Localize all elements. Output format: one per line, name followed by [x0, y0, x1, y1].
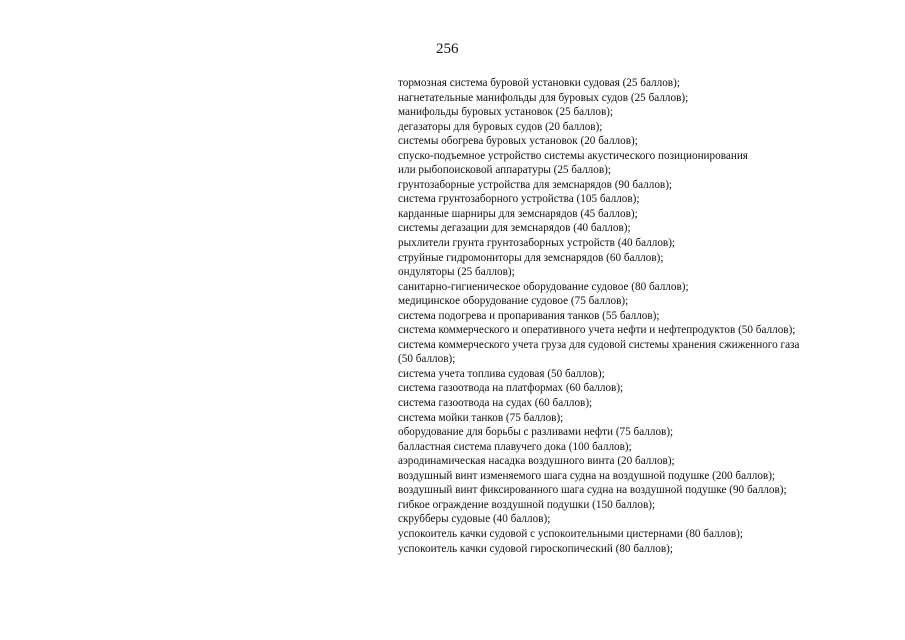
text-line: успокоитель качки судовой с успокоительными цистернами (80 баллов);: [398, 527, 743, 540]
text-line: система коммерческого учета груза для судовой системы хранения сжиженного газа: [398, 338, 800, 351]
text-line: система газоотвода на судах (60 баллов);: [398, 397, 593, 410]
text-line: медицинское оборудование судовое (75 баллов);: [398, 295, 629, 308]
text-line: санитарно-гигиеническое оборудование судовое (80 баллов);: [398, 280, 689, 293]
text-line: оборудование для борьбы с разливами нефти (75 баллов);: [398, 426, 674, 439]
text-line: система мойки танков (75 баллов);: [398, 411, 564, 424]
text-line: система учета топлива судовая (50 баллов);: [398, 367, 605, 380]
text-line: воздушный винт фиксированного шага судна на воздушной подушке (90 баллов);: [398, 484, 787, 497]
text-line: система коммерческого и оперативного учета нефти и нефтепродуктов (50 баллов);: [398, 324, 796, 337]
text-line: аэродинамическая насадка воздушного винта (20 баллов);: [398, 455, 675, 468]
text-line: системы дегазации для земснарядов (40 баллов);: [398, 222, 631, 235]
text-line: тормозная система буровой установки судовая (25 баллов);: [398, 77, 680, 89]
page-number: 256: [436, 41, 459, 57]
text-line: система подогрева и пропаривания танков (55 баллов);: [398, 309, 660, 322]
text-line: система грунтозаборного устройства (105 баллов);: [398, 193, 640, 206]
text-line: или рыбопоисковой аппаратуры (25 баллов);: [398, 164, 611, 177]
text-line: рыхлители грунта грунтозаборных устройств (40 баллов);: [398, 237, 676, 250]
text-line: гибкое ограждение воздушной подушки (150 баллов);: [398, 498, 656, 511]
text-line: манифольды буровых установок (25 баллов);: [398, 106, 614, 119]
text-line: система газоотвода на платформах (60 баллов);: [398, 382, 624, 395]
text-line: грунтозаборные устройства для земснарядов (90 баллов);: [398, 178, 673, 191]
text-line: (50 баллов);: [398, 353, 456, 366]
text-line: воздушный винт изменяемого шага судна на воздушной подушке (200 баллов);: [398, 469, 776, 482]
text-line: карданные шарниры для земснарядов (45 баллов);: [398, 207, 638, 220]
text-line: ондуляторы (25 баллов);: [398, 266, 515, 279]
text-line: системы обогрева буровых установок (20 баллов);: [398, 135, 638, 148]
document-body: [398, 76, 898, 556]
text-line: нагнетательные манифольды для буровых судов (25 баллов);: [398, 91, 689, 104]
text-line: скрубберы судовые (40 баллов);: [398, 513, 551, 526]
text-line: успокоитель качки судовой гироскопический (80 баллов);: [398, 542, 673, 555]
text-line: струйные гидромониторы для земснарядов (60 баллов);: [398, 251, 664, 264]
text-line: дегазаторы для буровых судов (20 баллов);: [398, 120, 603, 133]
text-line: спуско-подъемное устройство системы акустического позиционирования: [398, 149, 748, 162]
text-line: балластная система плавучего дока (100 баллов);: [398, 440, 632, 453]
